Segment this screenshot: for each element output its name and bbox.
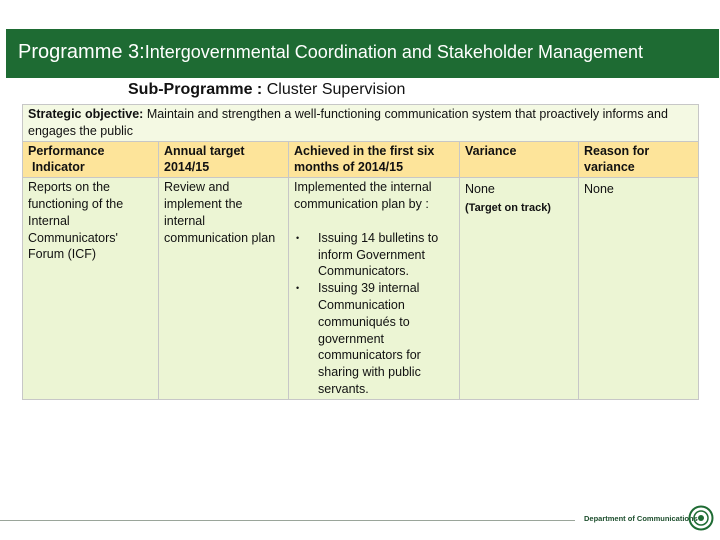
header-indicator <box>23 141 159 178</box>
header-reason-line1: Reason for <box>584 143 650 158</box>
header-variance <box>460 141 579 178</box>
header-target-line2: 2014/15 <box>164 160 210 175</box>
cell-reason <box>579 178 699 400</box>
header-indicator-line2: Indicator <box>32 160 85 175</box>
header-indicator-line1: Performance <box>28 143 105 158</box>
header-target <box>159 141 289 178</box>
objective-cell <box>23 105 699 142</box>
bullet-icon: • <box>296 232 300 243</box>
variance-value: None <box>465 182 495 197</box>
list-item <box>294 280 454 398</box>
cell-achieved <box>289 178 460 400</box>
cell-indicator: Reports on the functioning of the Internal Communicators' Forum (ICF) <box>23 178 159 400</box>
header-row <box>23 141 699 178</box>
sub-programme-title <box>128 81 405 99</box>
footer-divider <box>0 520 575 521</box>
reason-value: None <box>584 182 614 197</box>
title-prefix: Programme 3: <box>18 41 145 63</box>
bullet-text: Issuing 14 bulletins to inform Government Communicators. <box>318 230 439 279</box>
cell-target: Review and implement the internal communication plan <box>159 178 289 400</box>
objective-text: Maintain and strengthen a well-functioning communication system that proactively informs and engages the public <box>28 107 668 138</box>
header-achieved-line2: months of 2014/15 <box>294 160 404 175</box>
department-emblem-icon <box>688 505 714 531</box>
header-reason <box>579 141 699 178</box>
title-bar <box>6 29 719 78</box>
sub-programme-value: Cluster Supervision <box>266 81 406 98</box>
objective-row <box>23 105 699 142</box>
bullet-text: Issuing 39 internal Communication communiqués to government communicators for sharing with public servants. <box>318 281 421 396</box>
list-item <box>294 230 454 280</box>
title-rest: Intergovernmental Coordination and Stakeholder Management <box>144 42 644 62</box>
header-variance-text: Variance <box>465 143 517 158</box>
variance-note: (Target on track) <box>465 201 551 214</box>
header-target-line1: Annual target <box>164 143 245 158</box>
footer-logo-text: Department of Communications <box>584 514 698 523</box>
table-row <box>23 178 699 400</box>
achieved-intro: Implemented the internal communication plan by : <box>294 180 432 211</box>
page-title <box>18 41 643 65</box>
sub-programme-label: Sub-Programme : <box>128 81 263 98</box>
objective-label: Strategic objective: <box>28 107 144 121</box>
cell-variance <box>460 178 579 400</box>
header-achieved-line1: Achieved in the first six <box>294 143 435 158</box>
header-reason-line2: variance <box>584 160 635 175</box>
achieved-bullet-list <box>294 230 454 398</box>
bullet-icon: • <box>296 283 300 294</box>
header-achieved <box>289 141 460 178</box>
performance-table <box>22 104 699 400</box>
